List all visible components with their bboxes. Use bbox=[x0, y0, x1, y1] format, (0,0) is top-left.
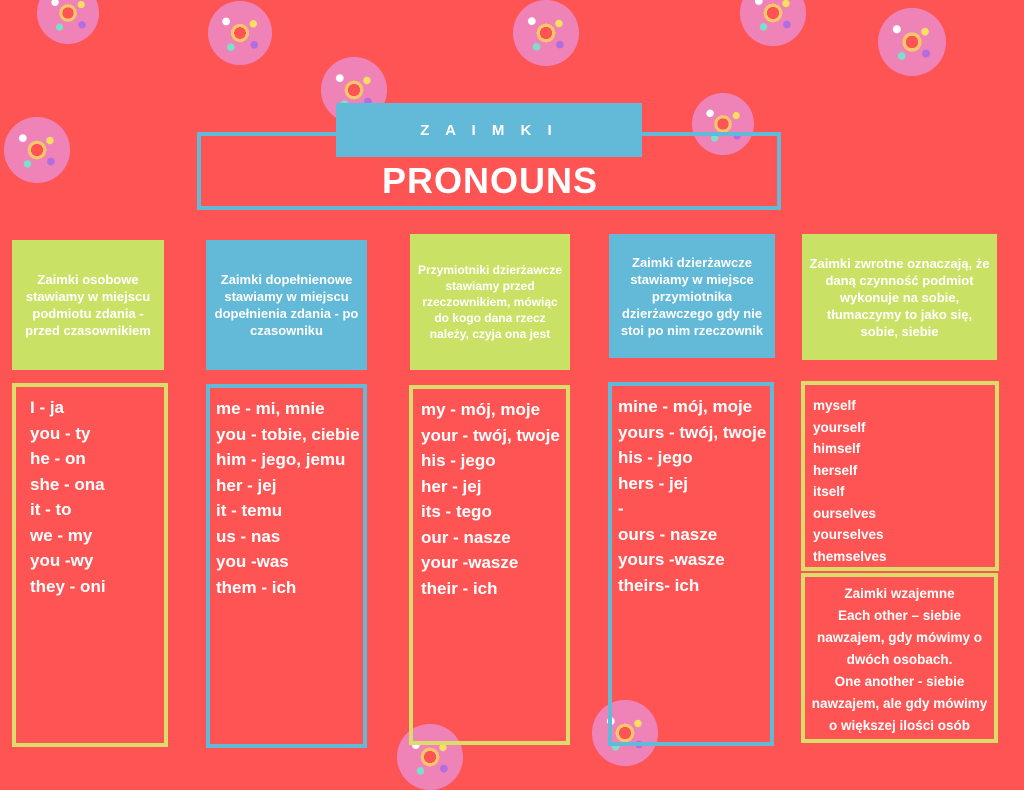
donut-decoration bbox=[4, 117, 70, 183]
list-item: his - jego bbox=[618, 448, 693, 467]
subtitle-text: Z A I M K I bbox=[420, 121, 558, 139]
list-item: we - my bbox=[30, 525, 93, 545]
list-item: you - tobie, ciebie bbox=[216, 424, 360, 444]
possessive-pronouns-description: Zaimki dzierżawcze stawiamy w miejsce przymiotnika dzierżawczego gdy nie stoi po nim rzeczownik bbox=[609, 234, 775, 358]
subtitle-banner bbox=[336, 103, 642, 157]
reciprocal-line: nawzajem, ale gdy mówimy bbox=[811, 696, 988, 711]
donut-decoration bbox=[208, 1, 272, 65]
donut-decoration bbox=[513, 0, 579, 66]
list-item: our - nasze bbox=[421, 527, 511, 547]
list-item: they - oni bbox=[30, 576, 106, 596]
list-item: yourself bbox=[813, 419, 866, 435]
list-item: you -wy bbox=[30, 551, 94, 570]
list-item: themselves bbox=[813, 548, 887, 564]
possessive-adjectives-description: Przymiotniki dzierżawcze stawiamy przed rzeczownikiem, mówiąc do kogo dana rzecz należy, czyja ona jest bbox=[410, 234, 570, 370]
personal-pronouns-list bbox=[12, 383, 168, 747]
reflexive-pronouns-list bbox=[801, 381, 999, 571]
list-item: us - nas bbox=[216, 526, 281, 546]
list-item: yourselves bbox=[813, 527, 884, 542]
possessive-adjectives-list bbox=[409, 385, 570, 745]
list-item: you -was bbox=[216, 552, 289, 571]
list-item: her - jej bbox=[421, 476, 482, 496]
donut-decoration bbox=[37, 0, 99, 44]
list-item: your -wasze bbox=[421, 553, 519, 572]
list-item: his - jego bbox=[421, 451, 496, 470]
list-item: hers - jej bbox=[618, 473, 688, 493]
list-item: yours -wasze bbox=[618, 550, 725, 569]
personal-pronouns-description: Zaimki osobowe stawiamy w miejscu podmiotu zdania - przed czasownikiem bbox=[12, 240, 164, 370]
list-item: herself bbox=[813, 462, 858, 478]
list-item: myself bbox=[813, 398, 856, 413]
donut-decoration bbox=[878, 8, 946, 76]
list-item: their - ich bbox=[421, 578, 498, 598]
list-item: ours - nasze bbox=[618, 524, 718, 544]
list-item: her - jej bbox=[216, 475, 277, 495]
list-item: him - jego, jemu bbox=[216, 450, 346, 469]
donut-decoration bbox=[740, 0, 806, 46]
list-item: himself bbox=[813, 441, 861, 456]
list-item: mine - mój, moje bbox=[618, 397, 753, 416]
list-item: you - ty bbox=[30, 423, 91, 443]
list-item: ourselves bbox=[813, 505, 877, 521]
object-pronouns-list bbox=[206, 384, 367, 748]
list-item: its - tego bbox=[421, 502, 492, 521]
page-title: PRONOUNS bbox=[381, 160, 599, 201]
list-item: your - twój, twoje bbox=[421, 425, 560, 445]
reciprocal-line: o większej ilości osób bbox=[828, 718, 971, 733]
list-item: he - on bbox=[30, 449, 86, 468]
reciprocal-line: dwóch osobach. bbox=[846, 652, 953, 667]
list-item: it - to bbox=[30, 500, 72, 519]
list-item: yours - twój, twoje bbox=[618, 422, 767, 442]
list-item: - bbox=[618, 499, 624, 518]
reciprocal-line: One another - siebie bbox=[834, 674, 965, 689]
reciprocal-line: Each other – siebie bbox=[837, 608, 962, 623]
reciprocal-line: nawzajem, gdy mówimy o bbox=[816, 630, 983, 645]
reciprocal-pronouns-box bbox=[801, 573, 998, 743]
reflexive-pronouns-description: Zaimki zwrotne oznaczają, że daną czynność podmiot wykonuje na sobie, tłumaczymy to jako się, sobie, siebie bbox=[802, 234, 997, 360]
list-item: theirs- ich bbox=[618, 575, 700, 595]
object-pronouns-description: Zaimki dopełnienowe stawiamy w miejscu dopełnienia zdania - po czasowniku bbox=[206, 240, 367, 370]
list-item: itself bbox=[813, 484, 845, 499]
list-item: I - ja bbox=[30, 398, 65, 417]
possessive-pronouns-list bbox=[608, 382, 774, 746]
list-item: it - temu bbox=[216, 501, 283, 520]
list-item: she - ona bbox=[30, 474, 105, 494]
reciprocal-line: Zaimki wzajemne bbox=[844, 586, 955, 601]
list-item: them - ich bbox=[216, 577, 297, 597]
list-item: my - mój, moje bbox=[421, 400, 541, 419]
list-item: me - mi, mnie bbox=[216, 399, 325, 418]
